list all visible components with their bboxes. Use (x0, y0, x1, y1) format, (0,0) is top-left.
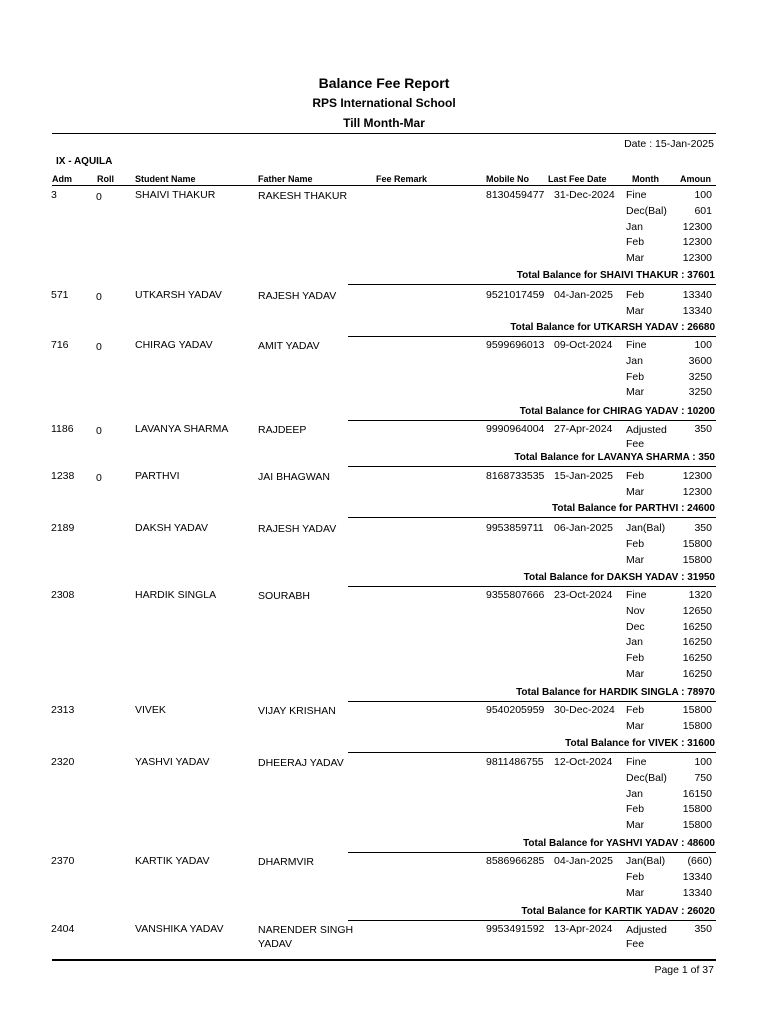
fee-month: Adjusted Fee (626, 424, 667, 450)
last-fee-date: 13-Apr-2024 (554, 923, 613, 935)
mobile-number: 9811486755 (486, 756, 544, 768)
roll-number: 0 (96, 191, 102, 203)
fee-month: Feb (626, 803, 645, 816)
mobile-number: 9540205959 (486, 704, 545, 716)
fee-amount: 100 (694, 756, 712, 768)
fee-month: Jan(Bal) (626, 522, 666, 534)
fee-amount: 750 (694, 771, 712, 784)
adm-number: 571 (51, 289, 69, 301)
fee-amount: 13340 (682, 886, 712, 899)
last-fee-date: 27-Apr-2024 (554, 423, 613, 435)
report-period: Till Month-Mar (343, 116, 425, 130)
fee-amount: 350 (694, 423, 712, 435)
adm-number: 2320 (51, 756, 75, 768)
fee-month: Dec (626, 620, 645, 633)
father-name: SOURABH (258, 590, 310, 602)
fee-month: Jan (626, 636, 643, 649)
roll-number: 0 (96, 472, 102, 484)
fee-month: Feb (626, 652, 645, 665)
fee-amount: 3600 (688, 354, 712, 367)
student-name: PARTHVI (135, 470, 180, 482)
last-fee-date: 31-Dec-2024 (554, 189, 615, 201)
fee-amount: 12300 (682, 470, 712, 482)
student-name: DAKSH YADAV (135, 522, 208, 534)
column-header-divider (52, 185, 716, 186)
adm-number: 2189 (51, 522, 75, 534)
adm-number: 716 (51, 339, 69, 351)
adm-number: 1238 (51, 470, 75, 482)
fee-amount: 15800 (682, 803, 712, 816)
father-name: AMIT YADAV (258, 340, 320, 352)
fee-amount: 100 (694, 189, 712, 201)
fee-month: Jan (626, 787, 643, 800)
total-underline (348, 586, 716, 587)
adm-number: 3 (51, 189, 57, 201)
mobile-number: 9521017459 (486, 289, 545, 301)
fee-amount: 15800 (682, 819, 712, 832)
fee-month: Fine (626, 339, 647, 351)
student-total-balance: Total Balance for KARTIK YADAV : 26020 (521, 906, 715, 917)
student-name: VIVEK (135, 704, 166, 716)
class-section-label: IX - AQUILA (56, 156, 113, 167)
fee-month: Feb (626, 236, 645, 249)
student-name: YASHVI YADAV (135, 756, 210, 768)
fee-amount: 12650 (682, 604, 712, 617)
fee-month: Feb (626, 704, 645, 716)
father-name: DHARMVIR (258, 856, 315, 868)
last-fee-date: 04-Jan-2025 (554, 855, 613, 867)
roll-number: 0 (96, 341, 102, 353)
last-fee-date: 12-Oct-2024 (554, 756, 613, 768)
mobile-number: 8168733535 (486, 470, 545, 482)
fee-amount: 16250 (682, 652, 712, 665)
fee-month: Mar (626, 668, 645, 680)
fee-month: Nov (626, 604, 645, 617)
fee-amount: 12300 (682, 252, 712, 265)
fee-amount: 15800 (682, 537, 712, 550)
student-name: CHIRAG YADAV (135, 339, 213, 351)
fee-amount: 12300 (682, 236, 712, 249)
fee-amount: 100 (694, 339, 712, 351)
father-name: RAJDEEP (258, 424, 307, 436)
father-name: VIJAY KRISHAN (258, 705, 336, 717)
fee-month: Fine (626, 189, 647, 201)
total-underline (348, 852, 716, 853)
father-name: RAKESH THAKUR (258, 190, 348, 202)
total-underline (348, 701, 716, 702)
father-name: DHEERAJ YADAV (258, 757, 344, 769)
student-total-balance: Total Balance for HARDIK SINGLA : 78970 (516, 687, 715, 698)
fee-month: Mar (626, 553, 645, 566)
mobile-number: 9953491592 (486, 923, 545, 935)
mobile-number: 8130459477 (486, 189, 545, 201)
fee-month: Fine (626, 589, 647, 601)
mobile-number: 9355807666 (486, 589, 545, 601)
fee-month: Mar (626, 886, 645, 899)
student-total-balance: Total Balance for VIVEK : 31600 (565, 738, 715, 749)
fee-amount: 15800 (682, 553, 712, 566)
fee-amount: 350 (694, 923, 712, 935)
col-adm: Adm (52, 174, 72, 184)
fee-amount: 15800 (682, 704, 712, 716)
adm-number: 1186 (51, 423, 74, 435)
footer-divider (52, 959, 716, 961)
fee-month: Dec(Bal) (626, 771, 667, 784)
adm-number: 2404 (51, 923, 75, 935)
total-underline (348, 466, 716, 467)
col-roll: Roll (97, 174, 114, 184)
fee-month: Mar (626, 252, 645, 265)
father-name: RAJESH YADAV (258, 290, 337, 302)
fee-amount: 3250 (688, 370, 712, 383)
fee-month: Jan (626, 354, 643, 367)
roll-number: 0 (96, 291, 102, 303)
mobile-number: 8586966285 (486, 855, 545, 867)
col-month: Month (632, 174, 659, 184)
adm-number: 2308 (51, 589, 75, 601)
header-divider (52, 133, 716, 134)
col-amount: Amoun (680, 174, 711, 184)
total-underline (348, 336, 716, 337)
school-name: RPS International School (312, 96, 456, 110)
last-fee-date: 06-Jan-2025 (554, 522, 613, 534)
fee-amount: 601 (694, 204, 712, 217)
father-name: RAJESH YADAV (258, 523, 337, 535)
fee-month: Feb (626, 289, 645, 301)
mobile-number: 9599696013 (486, 339, 545, 351)
father-name: NARENDER SINGH YADAV (258, 924, 354, 950)
fee-amount: 13340 (682, 870, 712, 883)
fee-amount: 350 (694, 522, 712, 534)
fee-month: Feb (626, 870, 645, 883)
last-fee-date: 09-Oct-2024 (554, 339, 613, 351)
student-name: VANSHIKA YADAV (135, 923, 224, 935)
fee-month: Mar (626, 819, 645, 832)
last-fee-date: 15-Jan-2025 (554, 470, 613, 482)
last-fee-date: 30-Dec-2024 (554, 704, 615, 716)
col-fee-remark: Fee Remark (376, 174, 428, 184)
total-underline (348, 517, 716, 518)
fee-amount: 12300 (682, 485, 712, 498)
col-student-name: Student Name (135, 174, 196, 184)
fee-amount: 12300 (682, 220, 712, 233)
fee-amount: 16150 (682, 787, 712, 800)
fee-amount: 13340 (682, 304, 712, 317)
col-father-name: Father Name (258, 174, 313, 184)
fee-amount: 3250 (688, 386, 712, 399)
fee-month: Mar (626, 386, 645, 399)
student-name: KARTIK YADAV (135, 855, 210, 867)
fee-month: Feb (626, 470, 645, 482)
fee-month: Dec(Bal) (626, 204, 667, 217)
col-mobile-no: Mobile No (486, 174, 529, 184)
fee-month: Mar (626, 485, 645, 498)
student-name: HARDIK SINGLA (135, 589, 217, 601)
student-name: LAVANYA SHARMA (135, 423, 229, 435)
adm-number: 2313 (51, 704, 75, 716)
student-name: SHAIVI THAKUR (135, 189, 216, 201)
student-total-balance: Total Balance for SHAIVI THAKUR : 37601 (516, 270, 715, 281)
total-underline (348, 752, 716, 753)
fee-month: Feb (626, 537, 645, 550)
page-number: Page 1 of 37 (654, 964, 714, 976)
adm-number: 2370 (51, 855, 75, 867)
student-total-balance: Total Balance for DAKSH YADAV : 31950 (523, 572, 715, 583)
total-underline (348, 920, 716, 921)
last-fee-date: 04-Jan-2025 (554, 289, 613, 301)
fee-month: Adjusted Fee (626, 924, 667, 950)
student-total-balance: Total Balance for PARTHVI : 24600 (551, 503, 715, 514)
report-date: Date : 15-Jan-2025 (624, 138, 714, 150)
fee-amount: 16250 (682, 668, 712, 680)
fee-amount: 16250 (682, 636, 712, 649)
fee-month: Jan(Bal) (626, 855, 666, 867)
fee-amount: 1320 (688, 589, 712, 601)
fee-month: Fine (626, 756, 647, 768)
student-total-balance: Total Balance for LAVANYA SHARMA : 350 (514, 452, 715, 463)
last-fee-date: 23-Oct-2024 (554, 589, 613, 601)
fee-month: Jan (626, 220, 643, 233)
fee-amount: 13340 (682, 289, 712, 301)
student-total-balance: Total Balance for YASHVI YADAV : 48600 (523, 838, 715, 849)
total-underline (348, 284, 716, 285)
student-total-balance: Total Balance for UTKARSH YADAV : 26680 (510, 322, 715, 333)
fee-amount: 15800 (682, 719, 712, 732)
total-underline (348, 420, 716, 421)
fee-amount: (660) (687, 855, 712, 867)
fee-month: Mar (626, 304, 645, 317)
student-total-balance: Total Balance for CHIRAG YADAV : 10200 (519, 406, 715, 417)
student-name: UTKARSH YADAV (135, 289, 222, 301)
report-title: Balance Fee Report (318, 75, 450, 91)
fee-month: Mar (626, 719, 645, 732)
father-name: JAI BHAGWAN (258, 471, 330, 483)
fee-month: Feb (626, 370, 645, 383)
roll-number: 0 (96, 425, 102, 437)
mobile-number: 9990964004 (486, 423, 545, 435)
fee-amount: 16250 (682, 620, 712, 633)
mobile-number: 9953859711 (486, 522, 544, 534)
col-last-fee-date: Last Fee Date (548, 174, 607, 184)
